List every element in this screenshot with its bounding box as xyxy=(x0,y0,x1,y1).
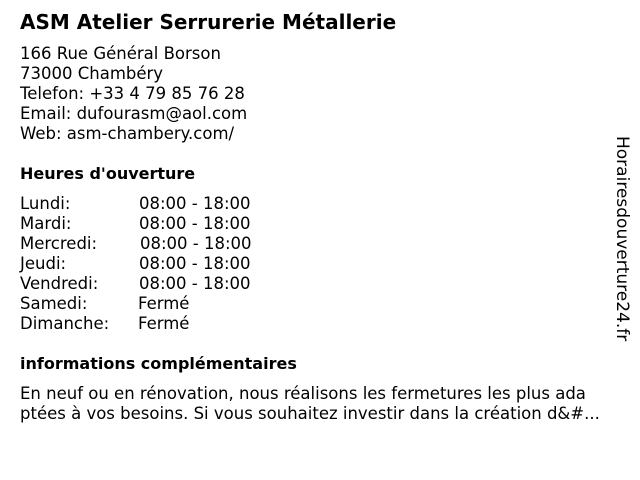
time-value: 08:00 - 18:00 xyxy=(139,194,251,213)
info-description xyxy=(20,384,632,424)
day-label: Mardi: xyxy=(20,214,72,233)
site-watermark: Horairesdouverture24.fr xyxy=(612,136,632,342)
day-label: Dimanche: xyxy=(20,314,110,333)
info-heading: informations complémentaires xyxy=(20,354,297,373)
business-name: ASM Atelier Serrurerie Métallerie xyxy=(20,10,397,34)
time-value: 08:00 - 18:00 xyxy=(139,254,251,273)
street-address: 166 Rue Général Borson xyxy=(20,44,221,63)
time-value: 08:00 - 18:00 xyxy=(139,274,251,293)
web-line: Web: asm-chambery.com/ xyxy=(20,124,235,143)
city-address: 73000 Chambéry xyxy=(20,64,164,83)
phone-line: Telefon: +33 4 79 85 76 28 xyxy=(20,84,245,103)
address-block xyxy=(20,44,247,144)
time-value: 08:00 - 18:00 xyxy=(139,214,251,233)
info-line-2: ptées à vos besoins. Si vous souhaitez investir dans la création d&#... xyxy=(20,404,600,423)
email-line: Email: dufourasm@aol.com xyxy=(20,104,248,123)
day-label: Vendredi: xyxy=(20,274,99,293)
day-label: Lundi: xyxy=(20,194,71,213)
day-label: Mercredi: xyxy=(20,234,98,253)
time-value: Fermé xyxy=(138,294,190,313)
time-value: Fermé xyxy=(138,314,190,333)
day-label: Jeudi: xyxy=(20,254,67,273)
time-value: 08:00 - 18:00 xyxy=(140,234,252,253)
info-line-1: En neuf ou en rénovation, nous réalisons les fermetures les plus ada xyxy=(20,384,586,403)
hours-heading: Heures d'ouverture xyxy=(20,164,196,183)
day-label: Samedi: xyxy=(20,294,88,313)
